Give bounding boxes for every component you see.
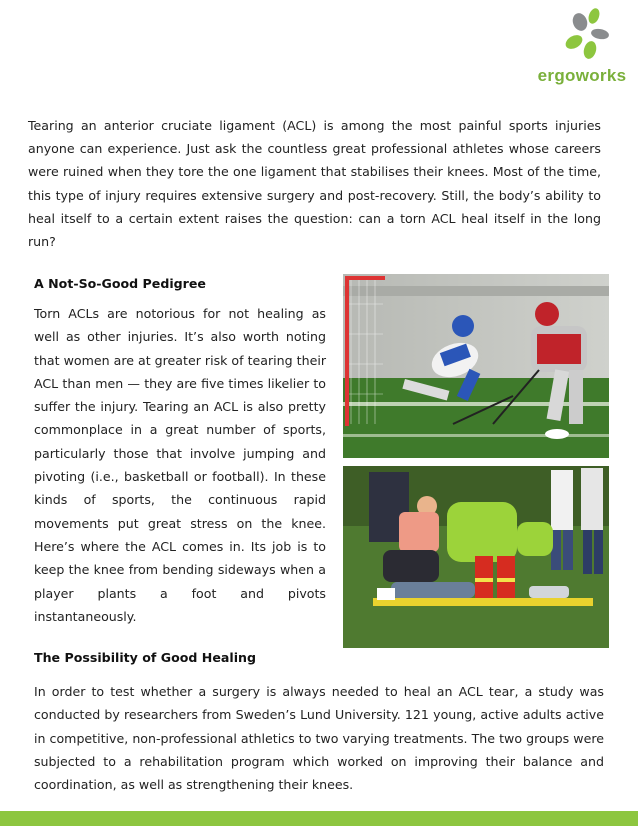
injured-player-stretcher-photo xyxy=(343,466,609,648)
section-heading-healing: The Possibility of Good Healing xyxy=(34,650,257,665)
lacrosse-players-photo xyxy=(343,274,609,458)
pedigree-paragraph: Torn ACLs are notorious for not healing as well as other injuries. It’s also worth noting that women are at greater risk of tearing their ACL than men — they are five times likelier to suffer the injury. Tearing an ACL is also pretty commonplace in a great number of sports, particularly those that involve jumping and pivoting (i.e., basketball or football). In these kinds of sports, the continuous rapid movements put great stress on the knee. Here’s where the ACL comes in. Its job is to keep the knee from bending sideways when a player plants a foot and pivots instantaneously. xyxy=(34,306,326,624)
healing-paragraph: In order to test whether a surgery is always needed to heal an ACL tear, a study was conducted by researchers from Sweden’s Lund University. 121 young, active adults active in competitive, non-professional athletics to two varying treatments. The two groups were subjected to a rehabilitation program which worked on improving their balance and coordination, as well as strengthening their knees. xyxy=(34,684,604,793)
butterfly-logo-icon xyxy=(556,6,610,64)
section-heading-pedigree: A Not-So-Good Pedigree xyxy=(34,276,206,291)
ergoworks-logo xyxy=(534,6,630,86)
footer-bar xyxy=(0,811,638,826)
logo-wordmark: ergoworks xyxy=(537,66,627,85)
intro-paragraph: Tearing an anterior cruciate ligament (ACL) is among the most painful sports injuries anyone can experience. Just ask the countless great professional athletes whose careers were ruined when they tore the one ligament that stabilises their knees. Most of the time, this type of injury requires extensive surgery and post-recovery. Still, the body’s ability to heal itself to a certain extent raises the question: can a torn ACL heal itself in the long run? xyxy=(28,118,601,250)
